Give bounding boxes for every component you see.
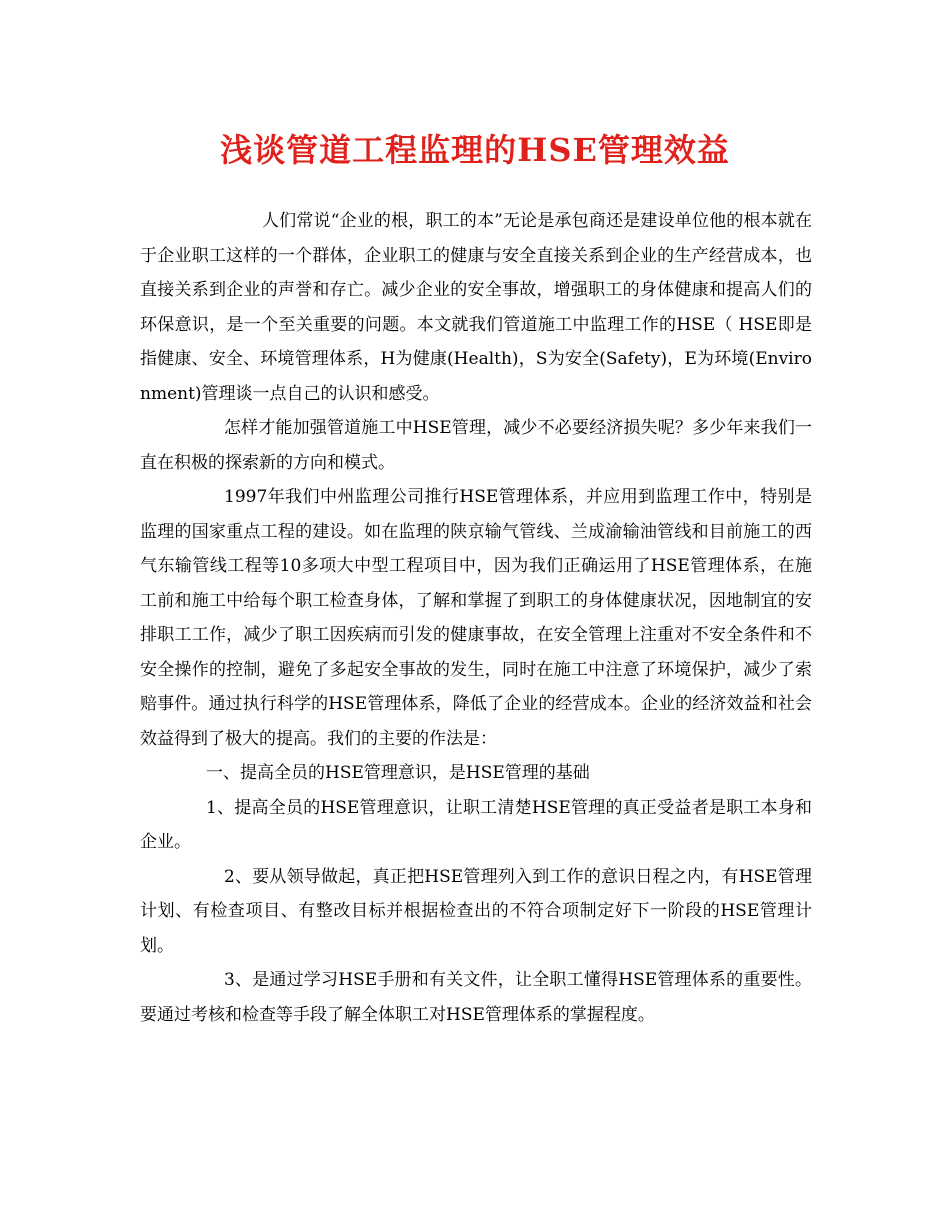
- paragraph-question: 怎样才能加强管道施工中HSE管理，减少不必要经济损失呢？多少年来我们一直在积极的探索新的方向和模式。: [140, 418, 812, 473]
- list-item-1: 1、提高全员的HSE管理意识，让职工清楚HSE管理的真正受益者是职工本身和企业。: [140, 797, 812, 852]
- list-item-2: 2、要从领导做起，真正把HSE管理列入到工作的意识日程之内，有HSE管理计划、有检查项目、有整改目标并根据检查出的不符合项制定好下一阶段的HSE管理计划。: [140, 866, 812, 956]
- paragraph-practice: 1997年我们中州监理公司推行HSE管理体系，并应用到监理工作中，特别是监理的国家重点工程的建设。如在监理的陕京输气管线、兰成渝输油管线和目前施工的西气东输管线工程等10多项大中型工程项目中，因为我们正确运用了HSE管理体系，在施工前和施工中给每个职工检查身体，了解和掌握了到职工的身体健康状况，因地制宜的安排职工工作，减少了职工因疾病而引发的健康事故，在安全管理上注重对不安全条件和不安全操作的控制，避免了多起安全事故的发生，同时在施工中注意了环境保护，减少了索赔事件。通过执行科学的HSE管理体系，降低了企业的经营成本。企业的经济效益和社会效益得到了极大的提高。我们的主要的作法是：: [140, 487, 812, 749]
- document-body: [140, 204, 812, 1032]
- section-heading-1: 一、提高全员的HSE管理意识，是HSE管理的基础: [206, 763, 590, 783]
- list-item-3: 3、是通过学习HSE手册和有关文件，让全职工懂得HSE管理体系的重要性。要通过考核和检查等手段了解全体职工对HSE管理体系的掌握程度。: [140, 970, 812, 1025]
- document-title: 浅谈管道工程监理的HSE管理效益: [220, 131, 730, 169]
- paragraph-intro: 人们常说“企业的根，职工的本”无论是承包商还是建设单位他的根本就在于企业职工这样的一个群体，企业职工的健康与安全直接关系到企业的生产经营成本，也直接关系到企业的声誉和存亡。减少企业的安全事故，增强职工的身体健康和提高人们的环保意识，是一个至关重要的问题。本文就我们管道施工中监理工作的HSE（ HSE即是指健康、安全、环境管理体系，H为健康(Health)，S为安全(Safety)，E为环境(Environment)管理谈一点自己的认识和感受。: [140, 211, 812, 404]
